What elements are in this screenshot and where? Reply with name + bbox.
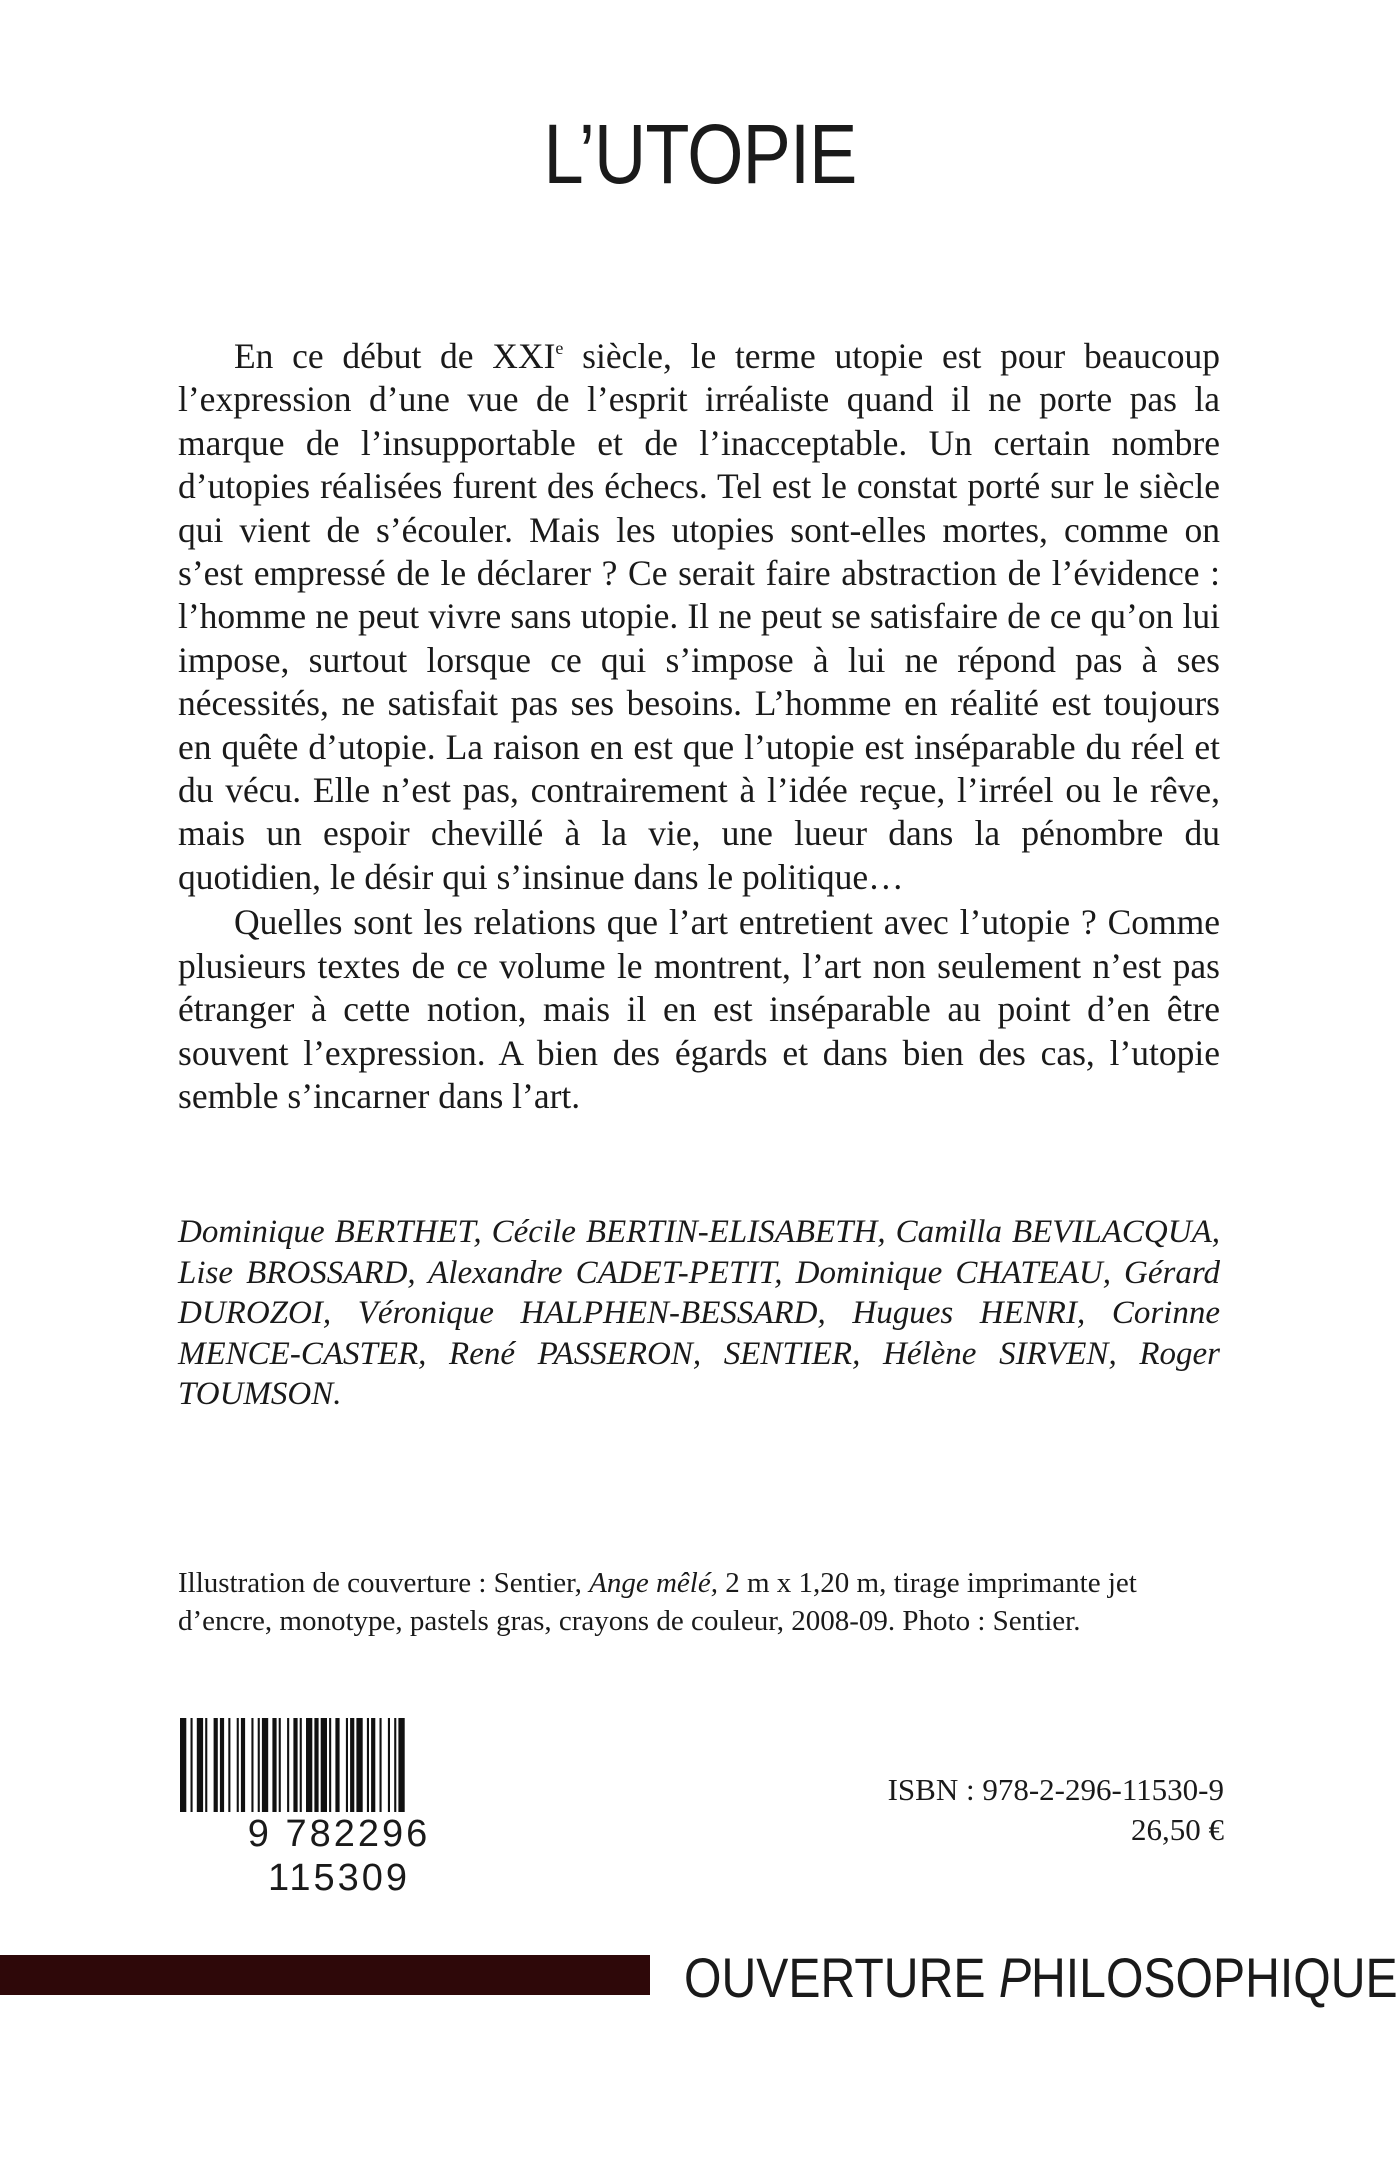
- artwork-title: Ange mêlé,: [589, 1567, 718, 1599]
- barcode-stripe: [272, 1718, 276, 1814]
- barcode-stripe: [356, 1718, 362, 1814]
- barcode-stripe: [220, 1718, 224, 1814]
- barcode-stripe: [237, 1718, 239, 1814]
- barcode-stripe: [258, 1718, 260, 1814]
- barcode-stripe: [388, 1718, 390, 1814]
- barcode-stripe: [367, 1718, 369, 1814]
- barcode-stripe: [262, 1718, 268, 1814]
- century-superscript: e: [555, 338, 564, 358]
- price: 26,50 €: [1131, 1812, 1224, 1847]
- authors-list: Dominique BERTHET, Cécile BERTIN-ELISABETH, Camilla BEVILACQUA, Lise BROSSARD, Alexandre CADET-PETIT, Dominique CHATEAU, Gérard DUROZOI, Véronique HALPHEN-BESSARD, Hugues HENRI, Corinne MENCE-CASTER, René PASSERON, SENTIER, Hélène SIRVEN, Roger TOUMSON.: [178, 1214, 1220, 1412]
- paragraph-1-rest: siècle, le terme utopie est pour beaucoup l’expression d’une vue de l’esprit irréaliste quand il ne porte pas la marque de l’insupportable et de l’inacceptable. Un certain nombre d’utopies réalisées furent des échecs. Tel est le constat porté sur le siècle qui vient de s’écouler. Mais les utopies sont-elles mortes, comme on s’est empressé de le déclarer ? Ce serait faire abstraction de l’évidence : l’homme ne peut vivre sans utopie. Il ne peut se satisfaire de ce qu’on lui impose, surtout lorsque ce qui s’impose à lui ne répond pas à ses nécessités, ne satisfait pas ses besoins. L’homme en réalité est toujours en quête d’utopie. La raison en est que l’utopie est inséparable du réel et du vécu. Elle n’est pas, contrairement à l’idée reçue, l’irréel ou le rêve, mais un espoir chevillé à la vie, une lueur dans la pénombre du quotidien, le désir qui s’insinue dans le politique…: [178, 336, 1220, 897]
- series-name: [684, 1948, 1398, 2008]
- isbn: ISBN : 978-2-296-11530-9: [887, 1772, 1224, 1807]
- book-title: L’UTOPIE: [543, 107, 857, 201]
- paragraph-1: [178, 335, 1220, 899]
- credit-suffix: 2 m x 1,20 m, tirage imprimante jet d’encre, monotype, pastels gras, crayons de couleur, 2008-09. Photo : Sentier.: [178, 1567, 1137, 1637]
- barcode-stripe: [279, 1718, 281, 1814]
- series-name-part3: HILOSOPHIQUE: [1031, 1946, 1398, 2009]
- barcode-stripe: [314, 1718, 318, 1814]
- barcode-stripe: [350, 1718, 354, 1814]
- credit-prefix: Illustration de couverture : Sentier,: [178, 1567, 590, 1599]
- back-cover-text: [178, 335, 1220, 1118]
- barcode-digits: 9 782296 115309: [178, 1812, 500, 1900]
- barcode-stripe: [329, 1718, 331, 1814]
- barcode-stripe: [197, 1718, 203, 1814]
- series-color-bar: [0, 1955, 650, 1995]
- series-name-italic-letter: P: [998, 1946, 1032, 2009]
- barcode-stripe: [214, 1718, 218, 1814]
- paragraph-1-start: En ce début de XXI: [234, 336, 556, 376]
- barcode-stripe: [321, 1718, 327, 1814]
- series-name-part1: OUVERTURE: [684, 1946, 999, 2009]
- barcode-stripe: [228, 1718, 230, 1814]
- barcode-stripe: [241, 1718, 245, 1814]
- barcode-stripe: [306, 1718, 312, 1814]
- paragraph-2: Quelles sont les relations que l’art entretient avec l’utopie ? Comme plusieurs textes de ce volume le montrent, l’art non seulement n’est pas étranger à cette notion, mais il en est inséparable au point d’en être souvent l’expression. A bien des égards et dans bien des cas, l’utopie semble s’incarner dans l’art.: [178, 902, 1220, 1116]
- barcode-stripe: [287, 1718, 289, 1814]
- barcode-stripe: [371, 1718, 375, 1814]
- barcode-stripe: [251, 1718, 253, 1814]
- barcode-stripe: [335, 1718, 339, 1814]
- cover-illustration-credit: [178, 1564, 1220, 1640]
- barcode-stripe: [394, 1718, 396, 1814]
- barcode-stripe: [346, 1718, 348, 1814]
- barcode-stripe: [205, 1718, 207, 1814]
- barcode-stripe: [380, 1718, 382, 1814]
